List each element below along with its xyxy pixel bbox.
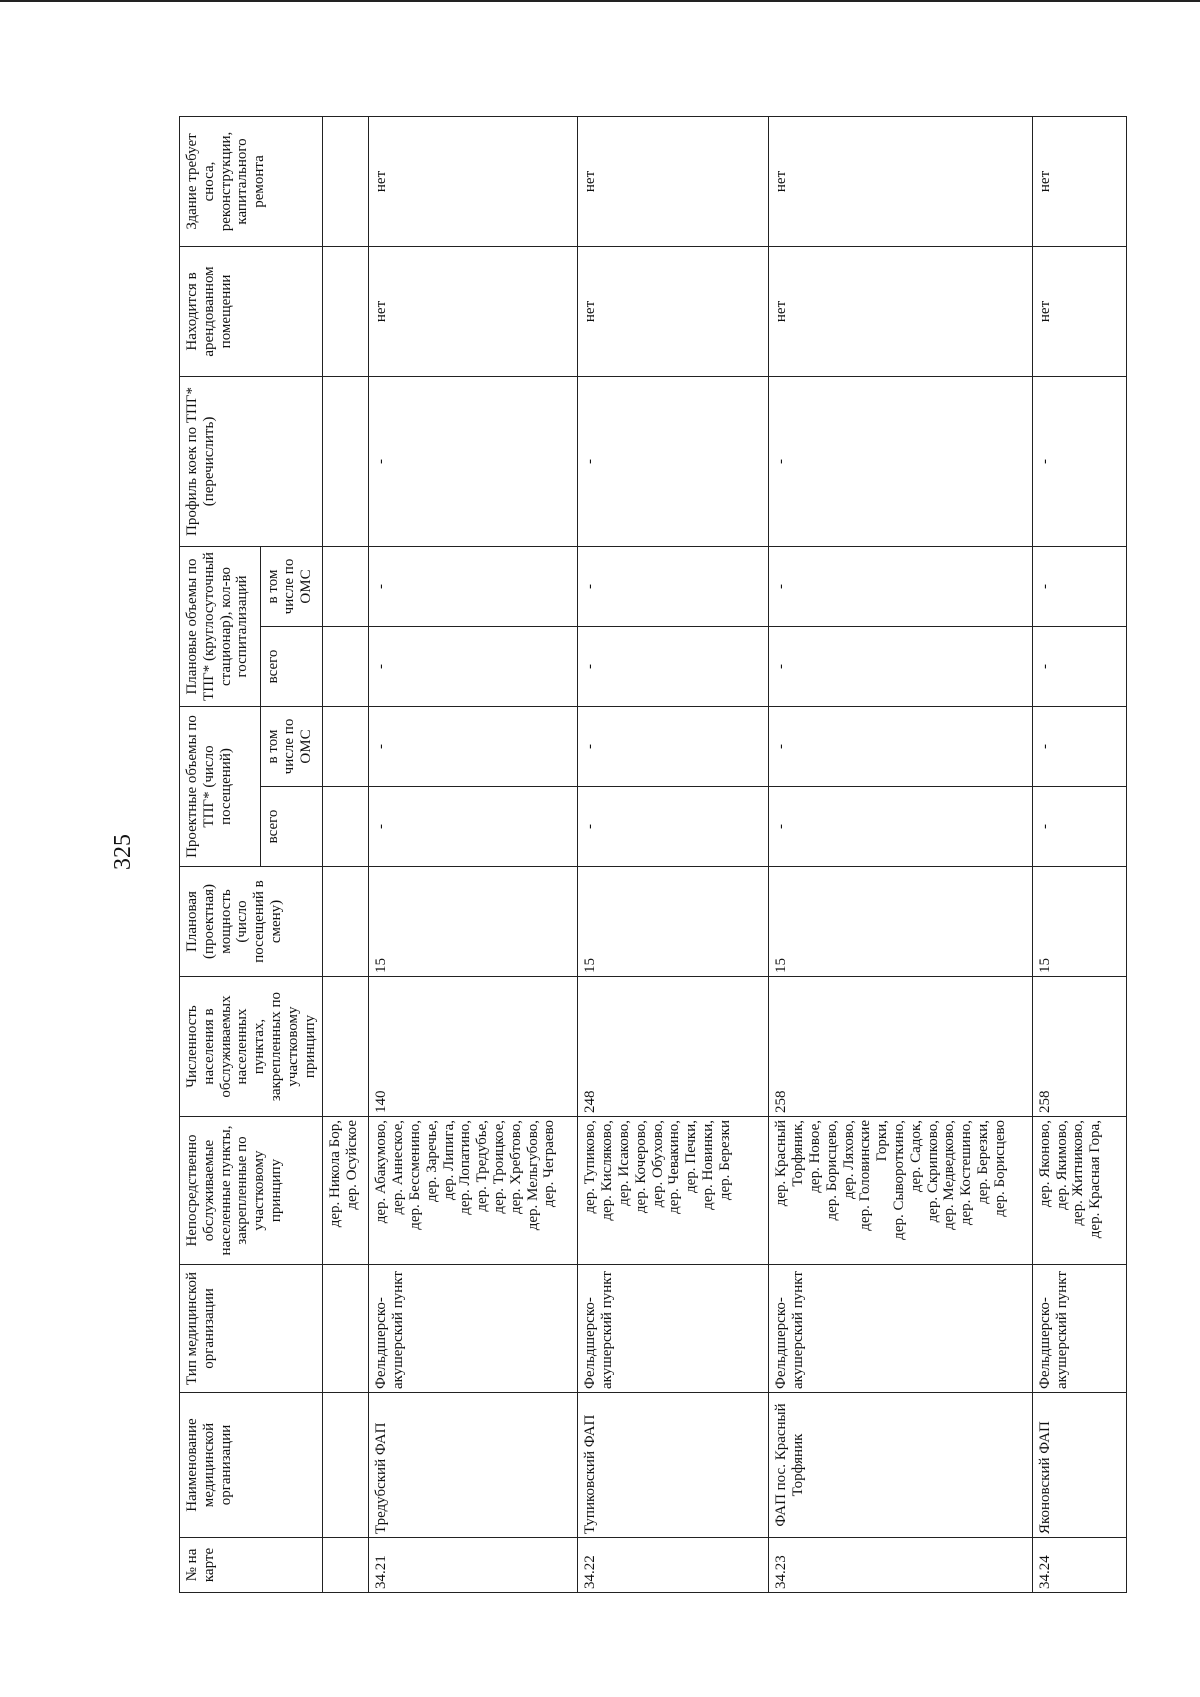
- cell-population: 140: [369, 977, 578, 1117]
- cell-capacity: 15: [578, 867, 769, 977]
- cell-capacity: 15: [769, 867, 1032, 977]
- cell-proj-total: -: [369, 787, 578, 867]
- table-wrap: [179, 118, 1119, 1593]
- cell-beds: -: [1032, 376, 1126, 546]
- cell-name: Яконовский ФАП: [1032, 1393, 1126, 1538]
- cell-plan-total: -: [1032, 626, 1126, 706]
- cell-villages: дер. Абакумово, дер. Аннеское, дер. Бессменино, дер. Заречье, дер. Липига, дер. Лопатино, дер. Тредубье, дер. Троицкое, дер. Хребтово, дер. Мельгубово, дер. Чеграево: [369, 1117, 578, 1265]
- cell-plan-total: -: [369, 626, 578, 706]
- facilities-table: [179, 116, 1127, 1593]
- cell-proj-oms: -: [369, 706, 578, 786]
- header-capacity: Плановая (проектная) мощность (число посещений в смену): [180, 867, 323, 977]
- cell-proj-total: -: [1032, 787, 1126, 867]
- cell-rented: нет: [578, 246, 769, 376]
- cell-proj-oms: -: [1032, 706, 1126, 786]
- cell-rented: нет: [369, 246, 578, 376]
- header-plan-total: всего: [260, 626, 323, 706]
- cell-demolition: нет: [369, 116, 578, 246]
- table-row: [769, 116, 1032, 1592]
- cell-villages: дер. Яконово, дер. Якимово, дер. Житниково, дер. Красная Гора,: [1032, 1117, 1126, 1265]
- header-rented: Находится в арендованном помещении: [180, 246, 323, 376]
- cell-no: 34.24: [1032, 1538, 1126, 1593]
- cell-population: 258: [1032, 977, 1126, 1117]
- cell-demolition: нет: [578, 116, 769, 246]
- header-bed-profile: Профиль коек по ТПГ* (перечислить): [180, 376, 323, 546]
- cell-beds: -: [578, 376, 769, 546]
- header-project-oms: в том числе по ОМС: [260, 706, 323, 786]
- header-villages: Непосредственно обслуживаемые населенные пункты, закрепленные по участковому принципу: [180, 1117, 323, 1265]
- cell-plan-oms: -: [369, 546, 578, 626]
- cell-type: Фельдшерско-акушерский пункт: [369, 1265, 578, 1393]
- cell-type: Фельдшерско-акушерский пункт: [578, 1265, 769, 1393]
- header-org-name: Наименование медицинской организации: [180, 1393, 323, 1538]
- cell-demolition: нет: [769, 116, 1032, 246]
- cell-proj-total: -: [578, 787, 769, 867]
- continuation-row: [323, 116, 369, 1592]
- table-rotator: [179, 118, 1119, 1593]
- cell-capacity: 15: [369, 867, 578, 977]
- cell-proj-oms: -: [578, 706, 769, 786]
- header-project-volumes: Проектные объемы по ТПГ* (число посещений): [180, 706, 261, 866]
- cell-proj-total: -: [769, 787, 1032, 867]
- cell-population: 258: [769, 977, 1032, 1117]
- header-row-1: [180, 116, 261, 1592]
- header-plan-volumes: Плановые объемы по ТПГ* (круглосуточный стационар), кол-во госпитализаций: [180, 546, 261, 706]
- scan-top-edge: [0, 0, 1200, 2]
- cell-beds: -: [769, 376, 1032, 546]
- cell-capacity: 15: [1032, 867, 1126, 977]
- cell-plan-oms: -: [769, 546, 1032, 626]
- cell-plan-total: -: [578, 626, 769, 706]
- header-project-total: всего: [260, 787, 323, 867]
- cell-name: Тупиковский ФАП: [578, 1393, 769, 1538]
- cell-plan-oms: -: [578, 546, 769, 626]
- cell-type: Фельдшерско-акушерский пункт: [1032, 1265, 1126, 1393]
- header-plan-oms: в том числе по ОМС: [260, 546, 323, 626]
- cell-name: Тредубский ФАП: [369, 1393, 578, 1538]
- cell-type: Фельдшерско-акушерский пункт: [769, 1265, 1032, 1393]
- cell-plan-oms: -: [1032, 546, 1126, 626]
- cell-name: ФАП пос. Красный Торфяник: [769, 1393, 1032, 1538]
- continuation-villages: дер. Никола Бор, дер. Осуйское: [323, 1117, 369, 1265]
- cell-rented: нет: [769, 246, 1032, 376]
- cell-no: 34.23: [769, 1538, 1032, 1593]
- cell-villages: дер. Тупиково, дер. Кисляково, дер. Исаково, дер. Кочерово, дер. Обухово, дер. Чевакино, дер. Печки, дер. Новинки, дер. Березки: [578, 1117, 769, 1265]
- header-org-type: Тип медицинской организации: [180, 1265, 323, 1393]
- cell-plan-total: -: [769, 626, 1032, 706]
- table-row: [369, 116, 578, 1592]
- page-number: 325: [110, 834, 136, 870]
- cell-population: 248: [578, 977, 769, 1117]
- table-row: [1032, 116, 1126, 1592]
- header-map-no: № на карте: [180, 1538, 323, 1593]
- cell-demolition: нет: [1032, 116, 1126, 246]
- cell-no: 34.22: [578, 1538, 769, 1593]
- cell-proj-oms: -: [769, 706, 1032, 786]
- cell-no: 34.21: [369, 1538, 578, 1593]
- cell-rented: нет: [1032, 246, 1126, 376]
- cell-beds: -: [369, 376, 578, 546]
- table-row: [578, 116, 769, 1592]
- cell-villages: дер. Красный Торфяник, дер. Новое, дер. Борисцево, дер. Ляхово, дер. Головинские Горки, дер. Сывороткино, дер. Садок, дер. Скрипково, дер. Медведково, дер. Костешино, дер. Березки, дер. Борисцево: [769, 1117, 1032, 1265]
- header-population: Численность населения в обслуживаемых населенных пунктах, закрепленных по участковому принципу: [180, 977, 323, 1117]
- header-demolition: Здание требует сноса, реконструкции, капитального ремонта: [180, 116, 323, 246]
